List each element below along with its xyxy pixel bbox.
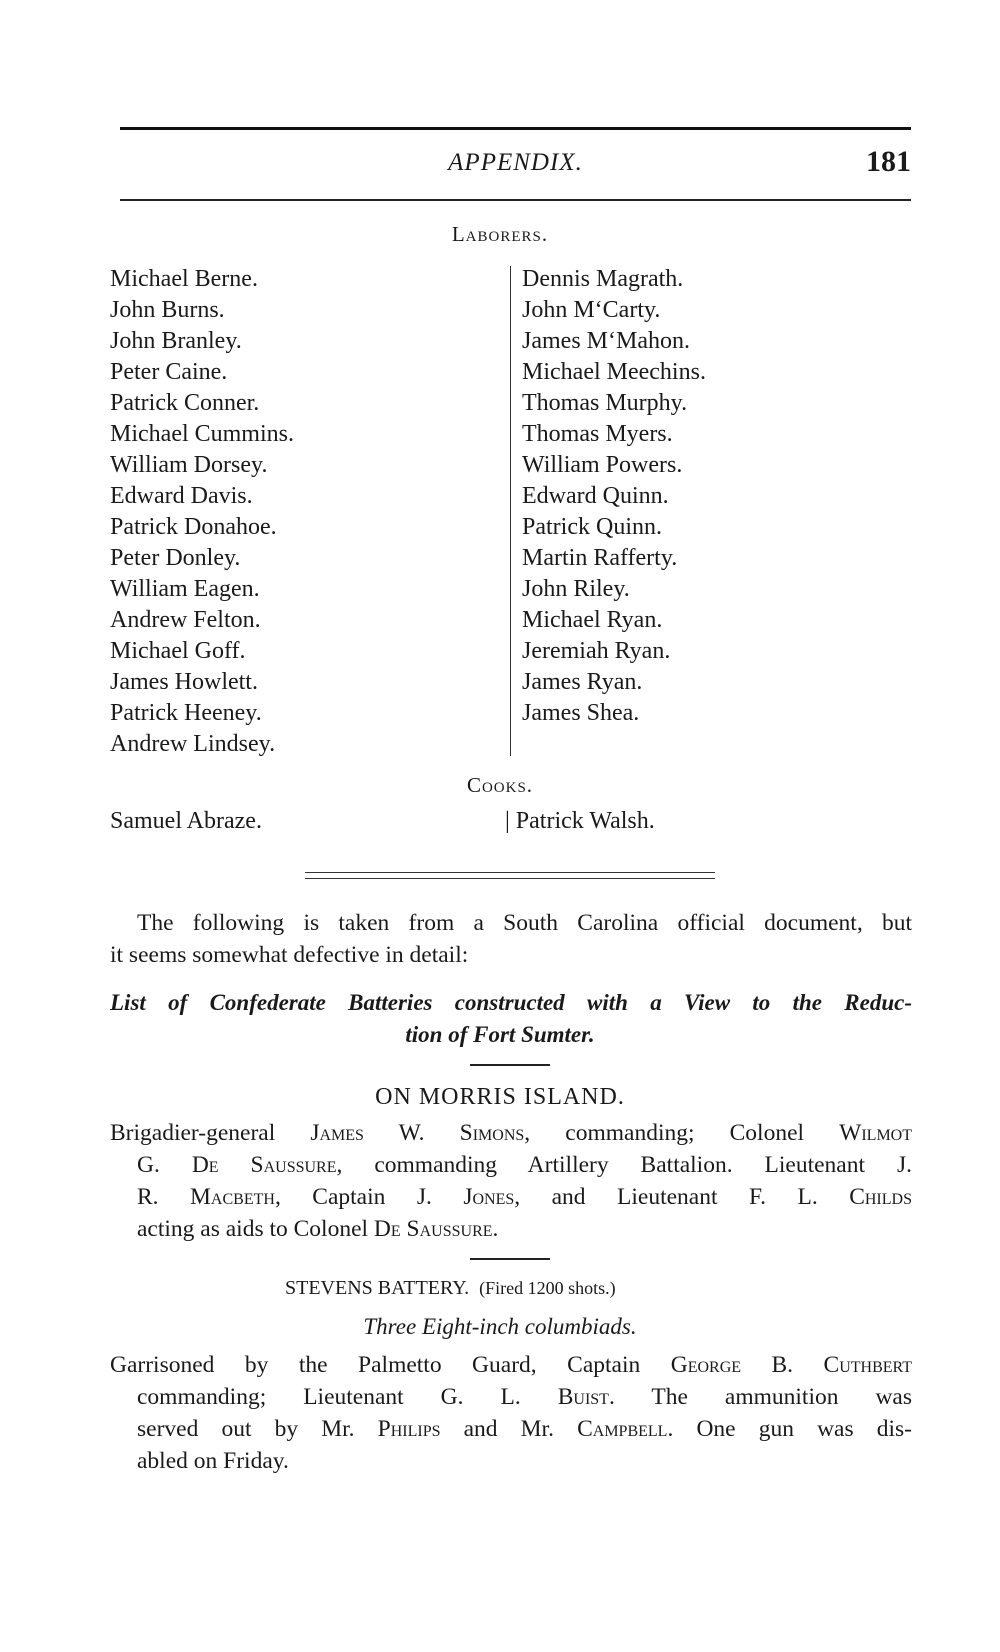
morris-line-3: R. Macbeth, Captain J. Jones, and Lieutenant F. L. Childs (137, 1184, 912, 1210)
list-item: Andrew Lindsey. (110, 731, 276, 757)
list-item: Martin Rafferty. (522, 545, 678, 571)
column-divider (510, 266, 511, 756)
laborers-heading: Laborers. (451, 222, 549, 246)
stevens-line-3: served out by Mr. Philips and Mr. Campbell. One gun was dis- (137, 1416, 912, 1442)
stevens-heading: STEVENS BATTERY. (Fired 1200 shots.) (285, 1277, 616, 1299)
stevens-line-2: commanding; Lieutenant G. L. Buist. The ammunition was (137, 1384, 913, 1410)
list-item: Patrick Quinn. (522, 514, 662, 540)
list-item: Patrick Conner. (110, 390, 260, 416)
list-item: John Riley. (522, 576, 630, 602)
list-item: William Powers. (522, 452, 683, 478)
list-item: Edward Quinn. (522, 483, 669, 509)
list-item: Peter Caine. (110, 359, 228, 385)
list-item: Jeremiah Ryan. (522, 638, 671, 664)
list-item: John Burns. (110, 297, 225, 323)
section-divider (305, 872, 715, 879)
stevens-armament: Three Eight-inch columbiads. (363, 1314, 637, 1339)
intro-line-2: it seems somewhat defective in detail: (110, 942, 469, 968)
top-rule (120, 127, 911, 130)
list-item: John Branley. (110, 328, 242, 354)
list-item: Andrew Felton. (110, 607, 261, 633)
cooks-heading: Cooks. (466, 773, 534, 797)
morris-line-1: Brigadier-general James W. Simons, commanding; Colonel Wilmot (110, 1120, 912, 1146)
list-title-line-1: List of Confederate Batteries constructed with a View to the Reduc- (110, 990, 912, 1015)
list-item: John M‘Carty. (522, 297, 661, 323)
list-item: Patrick Heeney. (110, 700, 262, 726)
list-item: Thomas Myers. (522, 421, 673, 447)
list-item: Michael Ryan. (522, 607, 663, 633)
morris-heading: ON MORRIS ISLAND. (375, 1084, 625, 1110)
list-item: Patrick Donahoe. (110, 514, 277, 540)
list-item: James Ryan. (522, 669, 643, 695)
short-rule (470, 1258, 550, 1260)
stevens-line-1: Garrisoned by the Palmetto Guard, Captain George B. Cuthbert (110, 1352, 913, 1378)
stevens-line-4: abled on Friday. (137, 1448, 289, 1474)
list-title-line-2: tion of Fort Sumter. (405, 1022, 595, 1047)
list-item: James M‘Mahon. (522, 328, 690, 354)
list-item: William Eagen. (110, 576, 260, 602)
list-item: Michael Meechins. (522, 359, 706, 385)
cook-right: | Patrick Walsh. (505, 808, 655, 834)
page-number: 181 (866, 145, 911, 178)
list-item: Peter Donley. (110, 545, 241, 571)
list-item: Edward Davis. (110, 483, 253, 509)
cook-left: Samuel Abraze. (110, 808, 262, 834)
list-item: James Shea. (522, 700, 640, 726)
running-head (120, 145, 911, 185)
morris-line-2: G. De Saussure, commanding Artillery Battalion. Lieutenant J. (137, 1152, 912, 1178)
morris-line-4: acting as aids to Colonel De Saussure. (137, 1216, 499, 1242)
running-title: APPENDIX. (448, 149, 583, 176)
short-rule (470, 1064, 550, 1066)
laborers-left-column (110, 264, 294, 760)
list-item: James Howlett. (110, 669, 258, 695)
intro-line-1: The following is taken from a South Carolina official document, but (137, 910, 912, 936)
list-item: Michael Goff. (110, 638, 246, 664)
list-item: Thomas Murphy. (522, 390, 688, 416)
list-item: Michael Cummins. (110, 421, 294, 447)
header-rule (120, 199, 911, 201)
list-item: William Dorsey. (110, 452, 268, 478)
list-item: Dennis Magrath. (522, 266, 684, 292)
laborers-right-column (522, 264, 706, 729)
list-item: Michael Berne. (110, 266, 258, 292)
